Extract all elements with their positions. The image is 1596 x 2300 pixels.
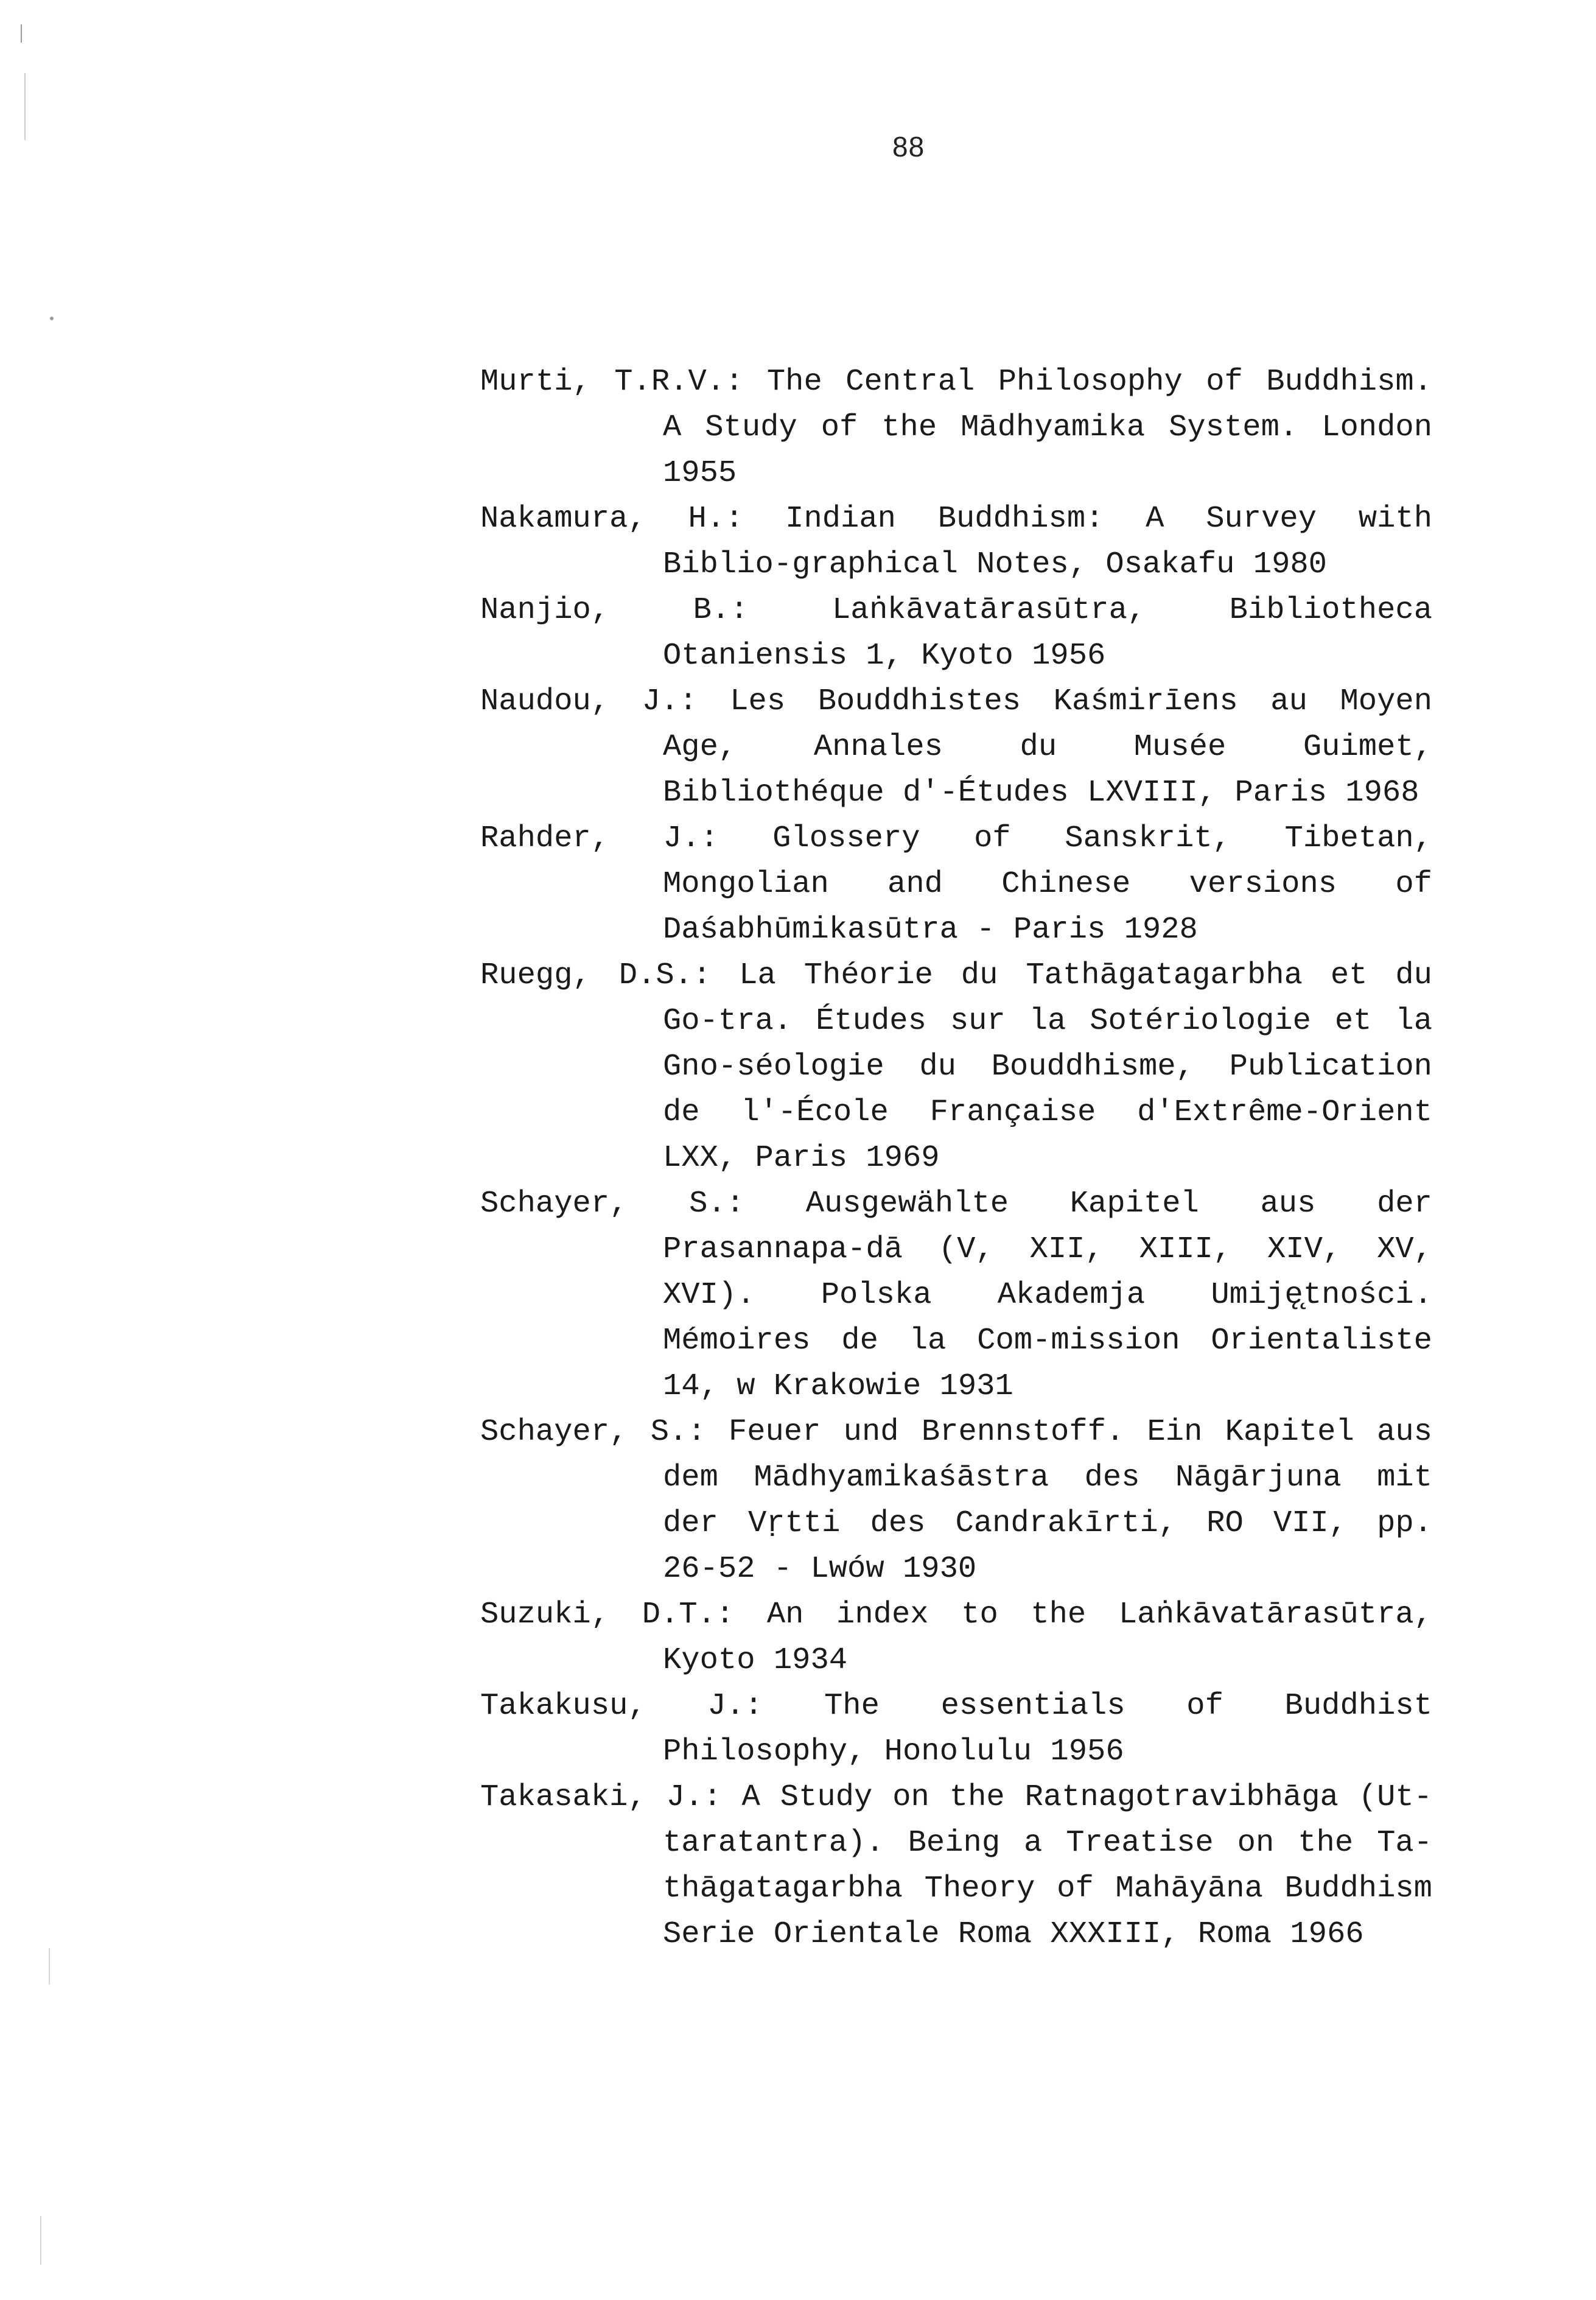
bibliography-entry <box>480 587 1432 679</box>
bibliography-entry <box>480 1409 1432 1592</box>
entry-author: Naudou, J.: <box>480 684 698 719</box>
bibliography-entry <box>480 679 1432 816</box>
scan-speck <box>24 73 26 140</box>
scan-speck <box>21 24 22 43</box>
bibliography-entry <box>480 496 1432 587</box>
bibliography-entry <box>480 1592 1432 1683</box>
entry-text: Indian Buddhism: A Survey with Biblio-graphical Notes, Osakafu 1980 <box>663 502 1432 582</box>
bibliography-entry <box>480 1775 1432 1957</box>
entry-text: Ausgewählte Kapitel aus der Prasannapa-dā (V, XII, XIII, XIV, XV, XVI). Polska Akademja Umiję̨tności. Mémoires de la Com-mission Orientaliste 14, w Krakowie 1931 <box>663 1187 1432 1404</box>
entry-author: Ruegg, D.S.: <box>480 958 712 993</box>
entry-author: Suzuki, D.T.: <box>480 1597 735 1632</box>
entry-text: Les Bouddhistes Kaśmirīens au Moyen Age, Annales du Musée Guimet, Bibliothéque d'-Études LXVIII, Paris 1968 <box>663 684 1433 810</box>
entry-text: A Study on the Ratnagotravibhāga (Ut-taratantra). Being a Treatise on the Ta-thāgatagarbha Theory of Mahāyāna Buddhism Serie Orientale Roma XXXIII, Roma 1966 <box>663 1780 1432 1952</box>
entry-text: An index to the Laṅkāvatārasūtra, Kyoto 1934 <box>663 1597 1433 1678</box>
entry-text: The essentials of Buddhist Philosophy, Honolulu 1956 <box>663 1689 1432 1769</box>
entry-author: Takakusu, J.: <box>480 1689 763 1723</box>
entry-author: Schayer, S.: <box>480 1187 745 1221</box>
entry-text: Laṅkāvatārasūtra, Bibliotheca Otaniensis 1, Kyoto 1956 <box>663 593 1433 673</box>
entry-author: Rahder, J.: <box>480 821 719 856</box>
entry-text: The Central Philosophy of Buddhism. A Study of the Mādhyamika System. London 1955 <box>663 365 1432 491</box>
entry-author: Murti, T.R.V.: <box>480 365 744 399</box>
bibliography-entry <box>480 953 1432 1181</box>
entry-author: Nanjio, B.: <box>480 593 749 628</box>
bibliography-entry <box>480 359 1432 496</box>
entry-text: Feuer und Brennstoff. Ein Kapitel aus dem Mādhyamikaśāstra des Nāgārjuna mit der Vṛtti des Candrakīrti, RO VII, pp. 26-52 - Lwów 1930 <box>663 1415 1432 1587</box>
page-number: 88 <box>892 131 925 163</box>
entry-author: Takasaki, J.: <box>480 1780 722 1815</box>
bibliography-entry <box>480 816 1432 953</box>
scan-speck <box>50 317 54 320</box>
scan-speck <box>40 2216 41 2265</box>
bibliography-entry <box>480 1683 1432 1775</box>
entry-author: Schayer, S.: <box>480 1415 706 1450</box>
entry-text: La Théorie du Tathāgatagarbha et du Go-tra. Études sur la Sotériologie et la Gno-séologie du Bouddhisme, Publication de l'-École Française d'Extrême-Orient LXX, Paris 1969 <box>663 958 1432 1176</box>
scan-speck <box>49 1948 50 1985</box>
bibliography-list <box>480 359 1432 1957</box>
entry-text: Glossery of Sanskrit, Tibetan, Mongolian and Chinese versions of Daśabhūmikasūtra - Paris 1928 <box>663 821 1432 947</box>
entry-author: Nakamura, H.: <box>480 502 744 536</box>
bibliography-entry <box>480 1181 1432 1409</box>
